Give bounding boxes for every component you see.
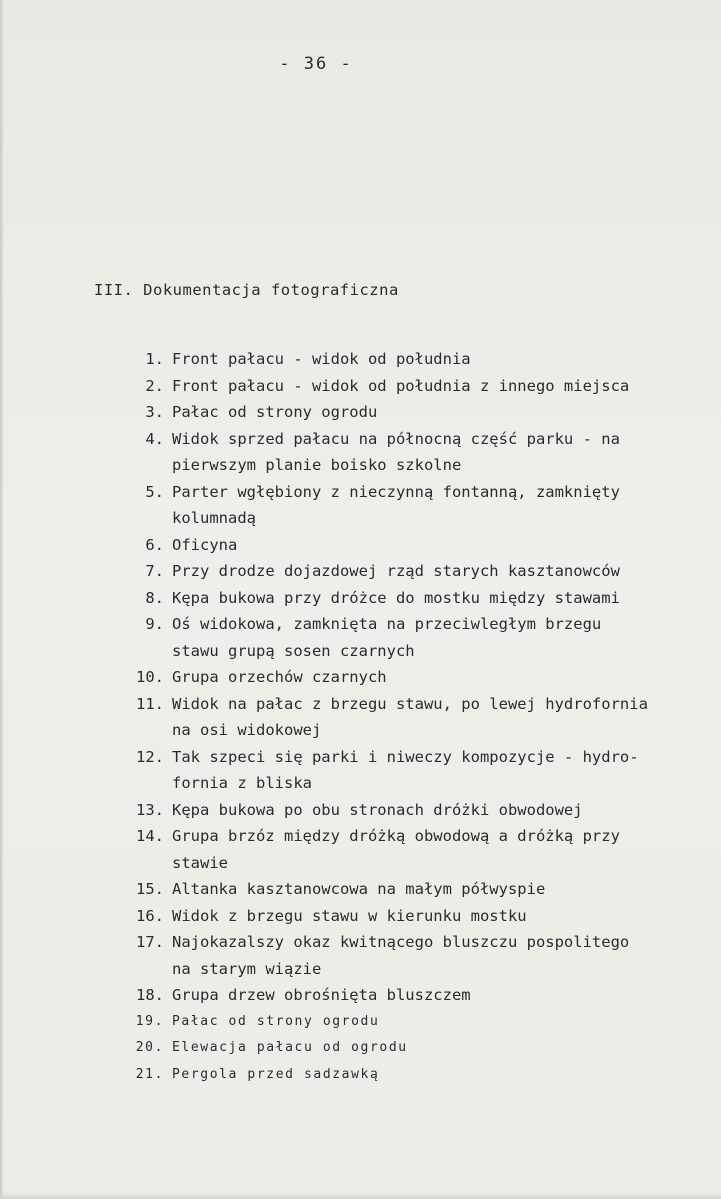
list-item (118, 823, 648, 850)
list-item-text: Oś widokowa, zamknięta na przeciwległym brzegu (172, 615, 602, 633)
list-item-number: 20. (135, 1040, 164, 1055)
list-item-continuation (118, 717, 648, 744)
list-item-number (118, 717, 172, 744)
list-item (118, 929, 648, 956)
list-item (118, 744, 648, 771)
list-item (118, 479, 648, 506)
list-item (118, 903, 648, 930)
list-item-number (118, 956, 172, 983)
list-item-continuation (118, 505, 648, 532)
list-item (118, 876, 648, 903)
list-item-text: Altanka kasztanowcowa na małym półwyspie (172, 880, 546, 898)
list-item-number (118, 770, 172, 797)
list-item-number: 19. (135, 1013, 164, 1029)
list-item-text: Widok z brzegu stawu w kierunku mostku (172, 906, 527, 925)
list-item-text: Grupa brzóz między dróżką obwodową a dróżką przy (172, 827, 620, 845)
list-item-text: Najokazalszy okaz kwitnącego bluszczu pospolitego (172, 933, 630, 951)
list-item-number (118, 638, 172, 665)
list-item (118, 982, 648, 1009)
list-item (118, 1009, 648, 1036)
list-item-continuation (118, 770, 648, 797)
section-title: III. Dokumentacja fotograficzna (94, 281, 399, 299)
list-item (118, 1062, 648, 1089)
list-item-number: 9. (145, 615, 164, 633)
list-item-text: stawu grupą sosen czarnych (172, 641, 415, 660)
list-item (118, 1035, 648, 1062)
page-edge-shadow (0, 0, 4, 1199)
list-item-number: 13. (136, 800, 164, 819)
list-item-text: Pałac od strony ogrodu (172, 1013, 380, 1029)
list-item-number (118, 452, 172, 479)
list-item-number: 5. (145, 482, 164, 501)
list-item-text: na osi widokowej (172, 721, 322, 739)
list-item-number: 3. (145, 403, 164, 421)
list-item-number: 1. (145, 350, 164, 368)
photo-list (118, 346, 648, 1088)
list-item-text: Pergola przed sadzawką (172, 1066, 380, 1082)
list-item-number (118, 850, 172, 877)
list-item-text: Elewacja pałacu od ogrodu (172, 1040, 408, 1055)
page-bottom-shadow (0, 1193, 721, 1199)
list-item-number: 15. (136, 880, 164, 898)
list-item (118, 346, 648, 373)
list-item-number: 8. (145, 588, 164, 607)
list-item (118, 664, 648, 691)
list-item-number (118, 505, 172, 532)
list-item-text: fornia z bliska (172, 774, 312, 792)
list-item-text: Kępa bukowa po obu stronach dróżki obwodowej (172, 800, 583, 819)
list-item-number: 10. (136, 668, 164, 686)
list-item-continuation (118, 638, 648, 665)
list-item (118, 611, 648, 638)
list-item-text: Parter wgłębiony z nieczynną fontanną, zamknięty (172, 482, 620, 501)
list-item-number: 4. (145, 429, 164, 448)
list-item-number: 7. (145, 562, 164, 580)
list-item-number: 12. (136, 747, 164, 766)
list-item (118, 558, 648, 585)
list-item-text: Kępa bukowa przy dróżce do mostku między stawami (172, 588, 620, 607)
list-item (118, 426, 648, 453)
list-item-number: 11. (136, 694, 164, 713)
list-item (118, 691, 648, 718)
list-item-text: Front pałacu - widok od południa (172, 350, 471, 368)
list-item-text: Widok sprzed pałacu na północną część parku - na (172, 429, 620, 448)
list-item-text: na starym wiązie (172, 959, 322, 978)
list-item-text: pierwszym planie boisko szkolne (172, 456, 462, 474)
list-item-number: 17. (136, 933, 164, 951)
list-item-text: Front pałacu - widok od południa z innego miejsca (172, 376, 630, 395)
list-item (118, 399, 648, 426)
list-item-continuation (118, 956, 648, 983)
list-item-text: stawie (172, 853, 228, 872)
list-item-number: 16. (136, 906, 164, 925)
list-item (118, 797, 648, 824)
list-item-text: Tak szpeci się parki i niweczy kompozycje - hydro- (172, 747, 639, 766)
list-item (118, 373, 648, 400)
list-item (118, 532, 648, 559)
list-item-number: 14. (136, 827, 164, 845)
list-item-text: Oficyna (172, 535, 238, 554)
list-item-continuation (118, 452, 648, 479)
list-item-text: Pałac od strony ogrodu (172, 403, 378, 421)
list-item-text: kolumnadą (172, 509, 256, 527)
list-item-number: 18. (136, 986, 164, 1004)
list-item (118, 585, 648, 612)
list-item-number: 21. (135, 1066, 164, 1082)
list-item-text: Widok na pałac z brzegu stawu, po lewej hydrofornia (172, 694, 648, 713)
list-item-text: Grupa orzechów czarnych (172, 668, 387, 686)
page-number: - 36 - (279, 54, 353, 74)
list-item-number: 2. (145, 376, 164, 395)
list-item-continuation (118, 850, 648, 877)
list-item-text: Przy drodze dojazdowej rząd starych kasztanowców (172, 562, 620, 580)
list-item-text: Grupa drzew obrośnięta bluszczem (172, 986, 471, 1004)
list-item-number: 6. (145, 535, 164, 554)
